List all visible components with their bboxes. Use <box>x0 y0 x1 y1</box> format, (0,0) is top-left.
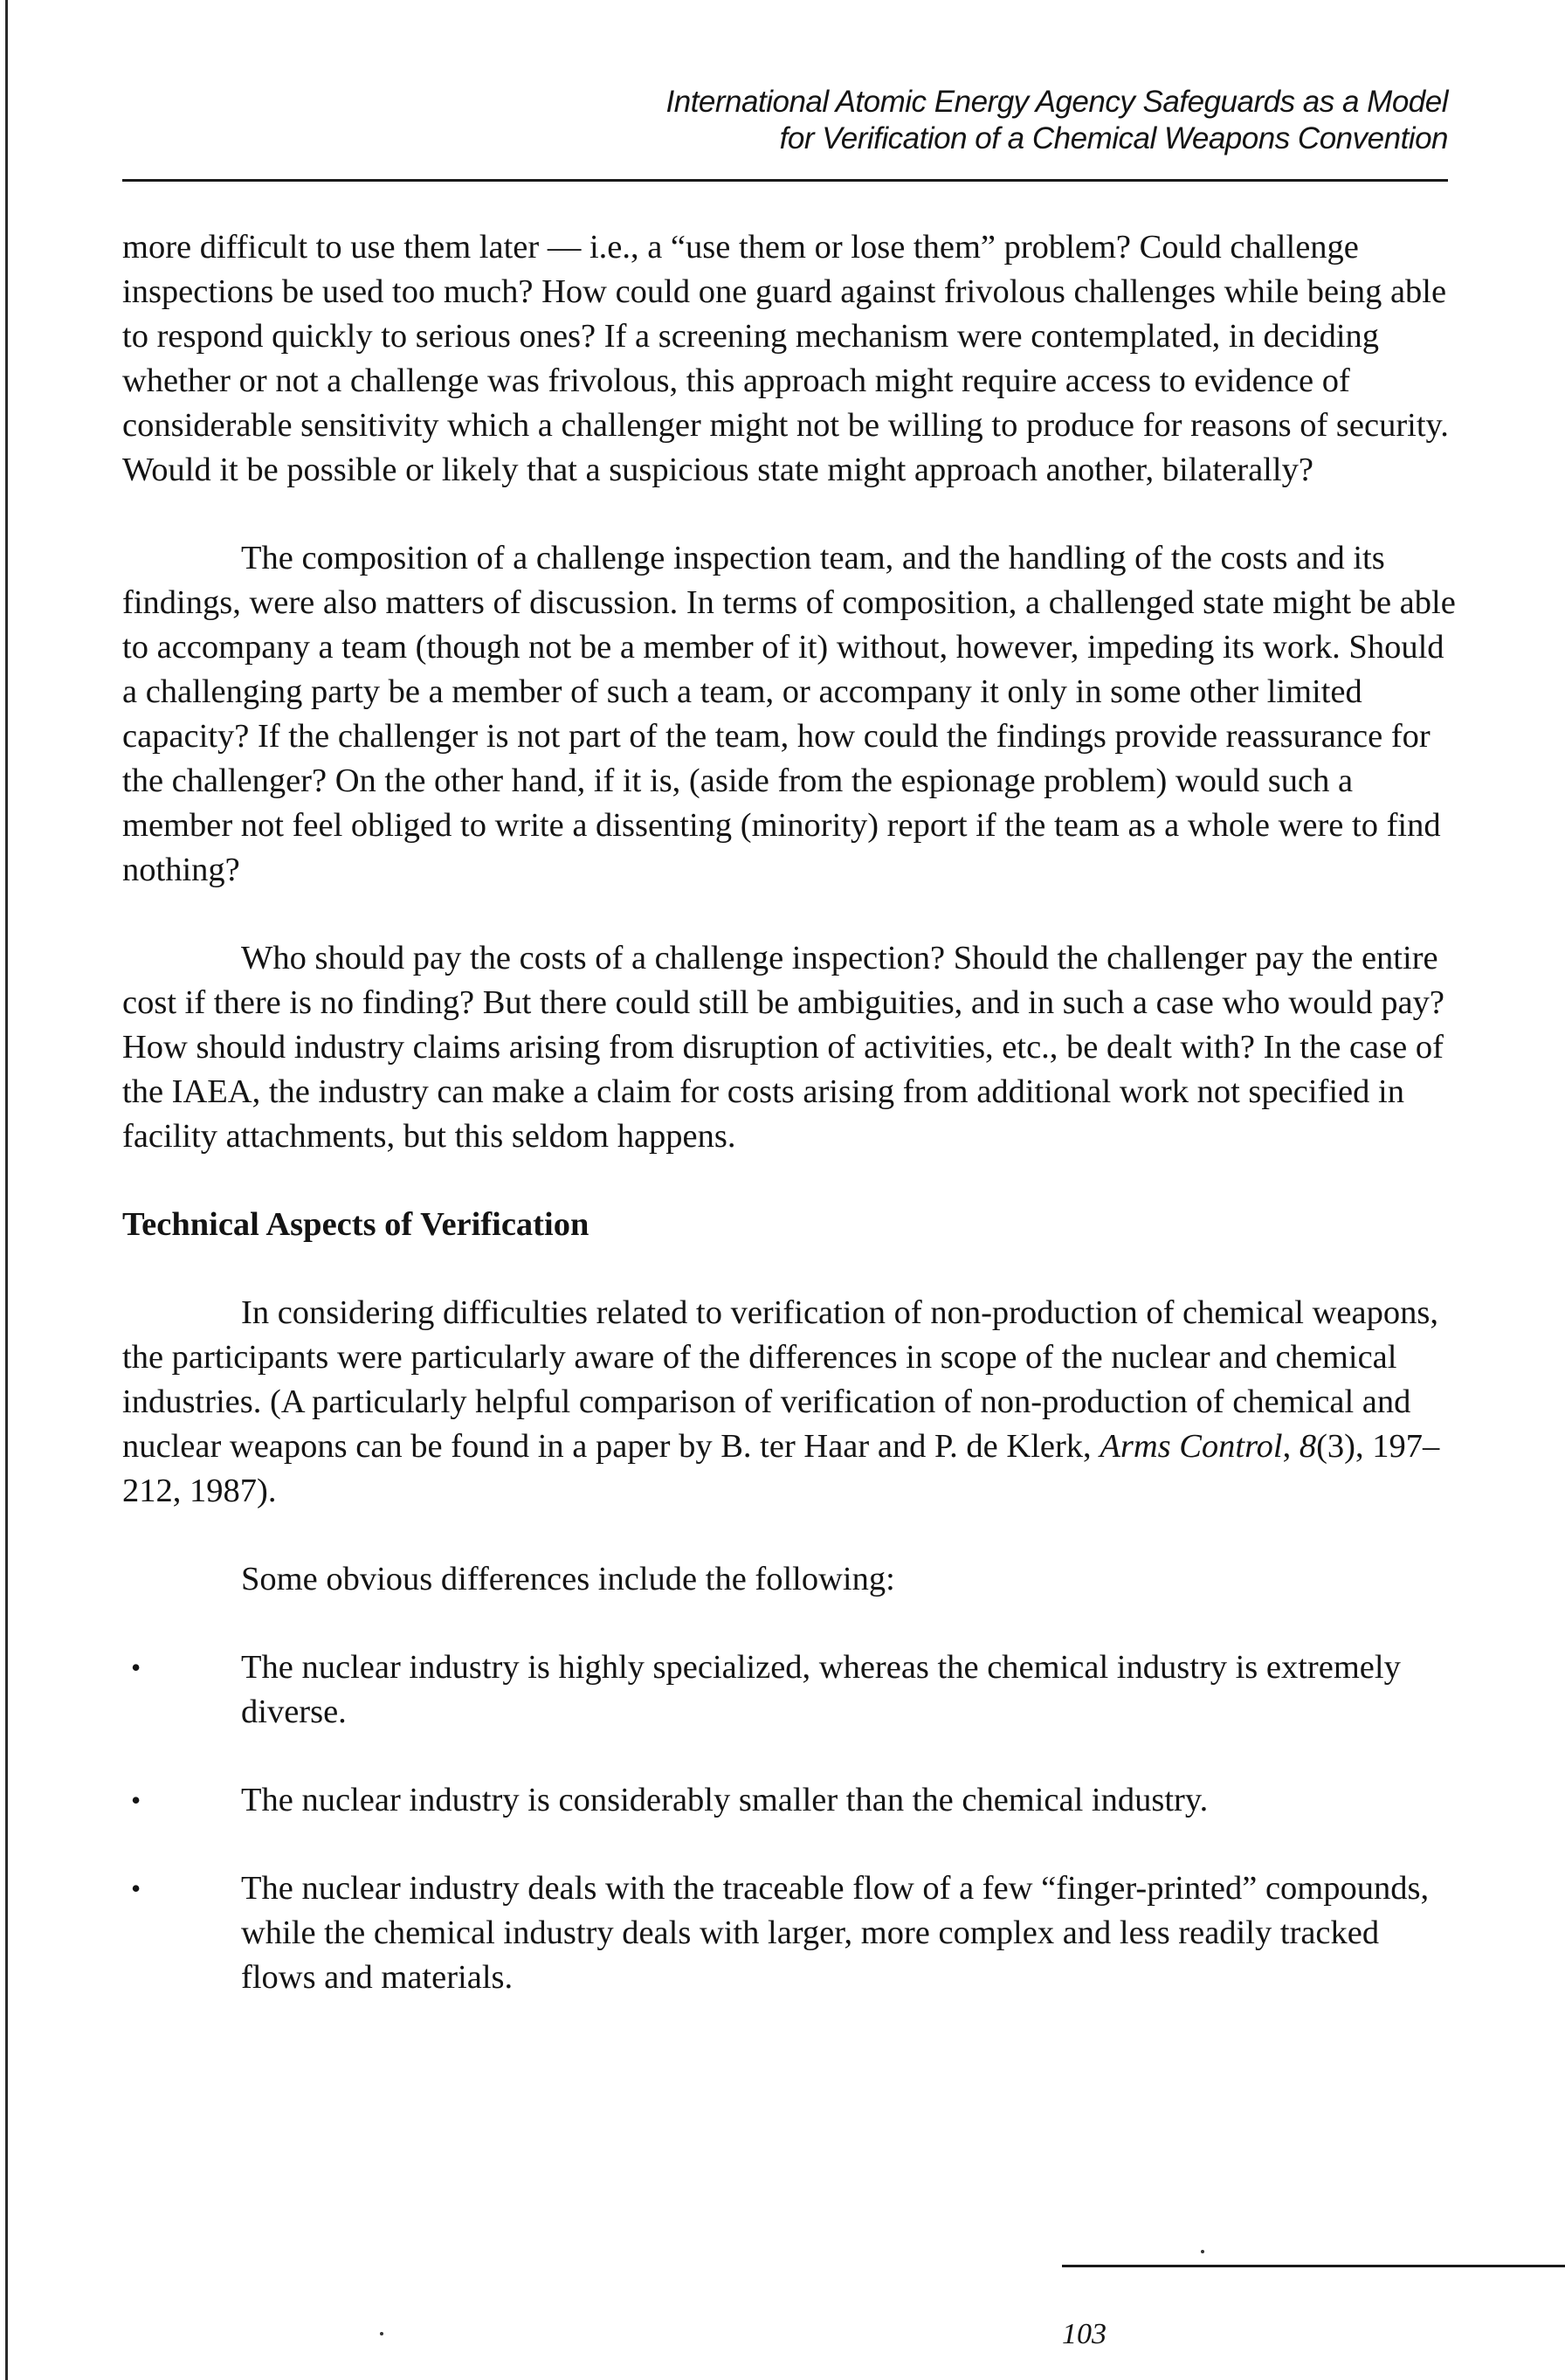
bullet-icon: • <box>131 1652 141 1683</box>
journal-title: Arms Control <box>1100 1428 1283 1465</box>
footer-rule <box>1062 2265 1565 2267</box>
list-item <box>122 1778 1458 1823</box>
section-heading: Technical Aspects of Verification <box>122 1206 589 1243</box>
header-rule <box>122 179 1448 182</box>
paragraph-text-part: , <box>1282 1428 1300 1465</box>
running-header-line-1: International Atomic Energy Agency Safeguards as a Model <box>665 85 1448 119</box>
list-item <box>122 1645 1458 1735</box>
running-header <box>487 84 1448 157</box>
page-edge-line <box>5 0 8 2380</box>
paragraph-text-part: In considering difficulties related to verification of non-production of chemical weapons, the participants were particularly aware of the differences in scope of the nuclear and chemical industries. (A particularly helpful comparison of verification of non-production of chemical and nuclear weapons can be found in a paper by B. ter Haar and P. de Klerk, <box>122 1294 1438 1465</box>
scan-speck <box>1201 2250 1204 2253</box>
list-item-text: The nuclear industry is considerably smaller than the chemical industry. <box>241 1782 1209 1818</box>
paragraph-team-composition: The composition of a challenge inspection team, and the handling of the costs and its findings, were also matters of discussion. In terms of composition, a challenged state might be able to accompany a team (though not be a member of it) without, however, impeding its work. Should a challenging party be a member of such a team, or accompany it only in some other limited capacity? If the challenger is not part of the team, how could the findings provide reassurance for the challenger? On the other hand, if it is, (aside from the espionage problem) would such a member not feel obliged to write a dissenting (minority) report if the team as a whole were to find nothing? <box>122 540 1456 888</box>
body-text <box>122 225 1458 2044</box>
paragraph-text-part: (3), 197–212, 1987). <box>122 1428 1440 1509</box>
differences-list <box>122 1645 1458 2000</box>
paragraph-continued: more difficult to use them later — i.e., a “use them or lose them” problem? Could challenge inspections be used too much? How could one guard against frivolous challenges while being able to respond quickly to serious ones? If a screening mechanism were contemplated, in deciding whether or not a challenge was frivolous, this approach might require access to evidence of considerable sensitivity which a challenger might not be willing to produce for reasons of security. Would it be possible or likely that a suspicious state might approach another, bilaterally? <box>122 229 1449 488</box>
list-item-text: The nuclear industry is highly specialized, whereas the chemical industry is extremely diverse. <box>241 1649 1401 1730</box>
paragraph-technical-aspects <box>122 1291 1458 1514</box>
list-item-text: The nuclear industry deals with the traceable flow of a few “finger-printed” compounds, while the chemical industry deals with larger, more complex and less readily tracked flows and materials. <box>241 1870 1430 1996</box>
journal-volume: 8 <box>1299 1428 1317 1465</box>
bullet-icon: • <box>131 1784 141 1816</box>
running-header-line-2: for Verification of a Chemical Weapons Convention <box>779 121 1448 155</box>
scan-speck <box>380 2332 383 2335</box>
paragraph-list-intro: Some obvious differences include the following: <box>241 1561 895 1597</box>
list-item <box>122 1866 1458 2000</box>
page-number: 103 <box>1062 2318 1107 2350</box>
paragraph-inspection-costs: Who should pay the costs of a challenge inspection? Should the challenger pay the entire cost if there is no finding? But there could still be ambiguities, and in such a case who would pay? How should industry claims arising from disruption of activities, etc., be dealt with? In the case of the IAEA, the industry can make a claim for costs arising from additional work not specified in facility attachments, but this seldom happens. <box>122 940 1444 1155</box>
bullet-icon: • <box>131 1873 141 1904</box>
